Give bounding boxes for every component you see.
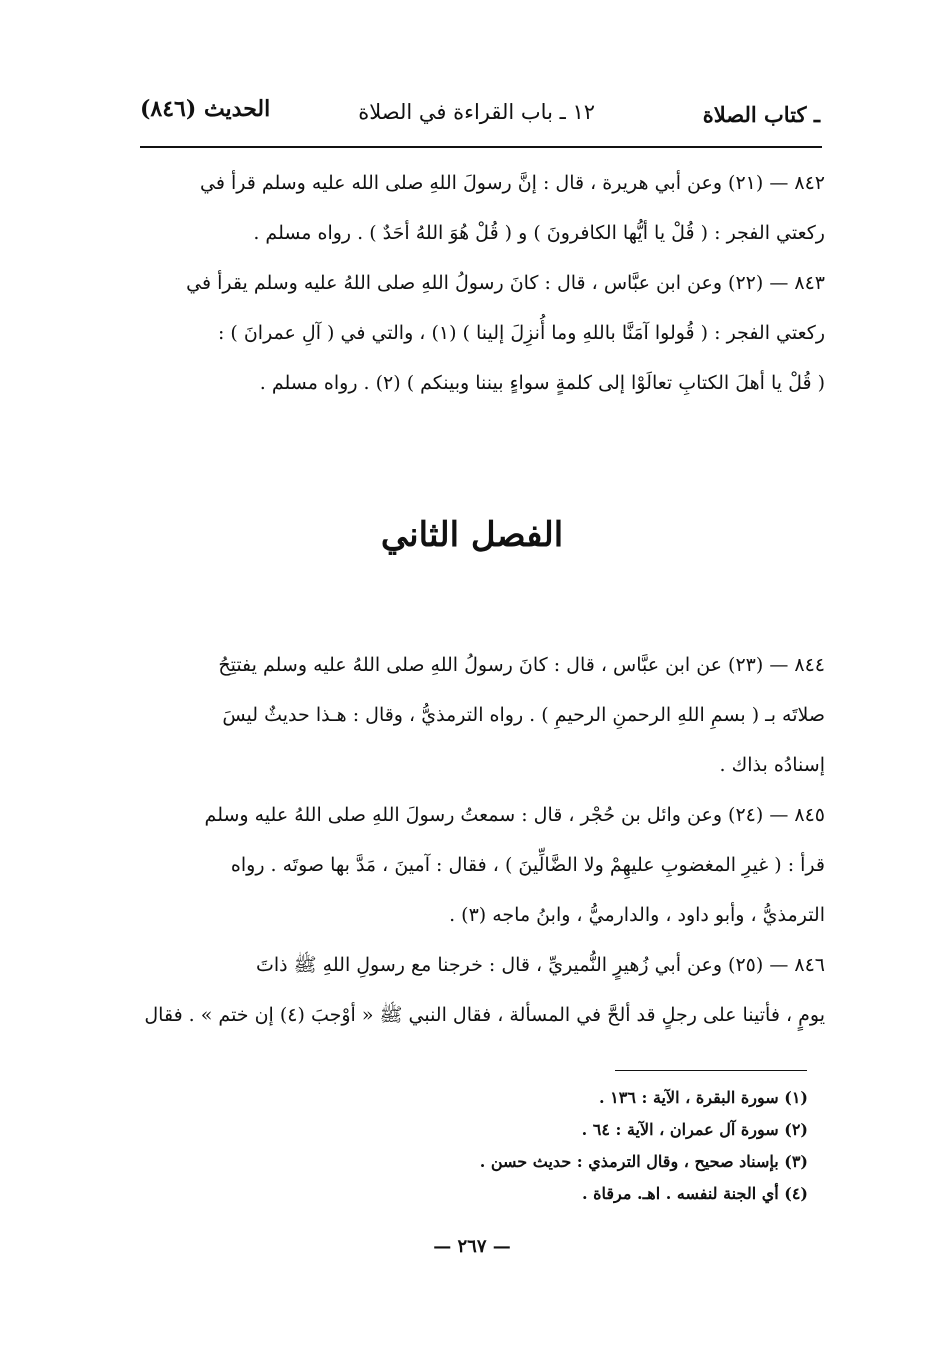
text-line: إسنادُه بذاك . (719, 754, 825, 776)
chapter-title: ١٢ ـ باب القراءة في الصلاة (358, 100, 595, 124)
text-line: ( قُلْ يا أهلَ الكتابِ تعالَوْا إلى كلمةٍ سواءٍ بيننا وبينكم ) (٢) . رواه مسلم . (259, 372, 825, 394)
book-title: ـ كتاب الصلاة (702, 102, 820, 127)
text-line: ٨٤٢ — (٢١) وعن أبي هريرة ، قال : إنَّ رسولَ اللهِ صلى الله عليه وسلم قرأ في (199, 172, 825, 194)
text-line: ٨٤٣ — (٢٢) وعن ابن عبَّاس ، قال : كانَ رسولُ اللهِ صلى اللهُ عليه وسلم يقرأ في (186, 272, 825, 294)
text-line: يومٍ ، فأتينا على رجلٍ قد ألحَّ في المسألة ، فقال النبي ﷺ « أوْجبَ (٤) إن ختم » . فقال (144, 1004, 825, 1026)
text-line: ركعتي الفجر : ( قُلْ يا أيُّها الكافرونَ ) و ( قُلْ هُوَ اللهُ أحَدٌ ) . رواه مسلم . (253, 222, 825, 244)
footnote: (٤) أي الجنة لنفسه . اهـ. مرقاة . (582, 1184, 808, 1203)
page-number: — ٢٦٧ — (433, 1236, 511, 1257)
header-divider (140, 146, 822, 148)
hadith-block-top (135, 158, 825, 408)
text-line: صلاتَه بـ ( بسمِ اللهِ الرحمنِ الرحيمِ ) . رواه الترمذيُّ ، وقال : هـذا حديثٌ ليسَ (222, 704, 825, 726)
footnote-divider (615, 1070, 807, 1071)
footnotes (300, 1082, 808, 1210)
text-line: ٨٤٦ — (٢٥) وعن أبي زُهيرٍ النُّميريِّ ، قال : خرجنا مع رسولِ اللهِ ﷺ ذاتَ (256, 954, 825, 976)
footnote: (٣) بإسناد صحيح ، وقال الترمذي : حديث حسن . (479, 1152, 808, 1171)
text-line: ركعتي الفجر : ( قُولوا آمَنَّا باللهِ وما أُنزِلَ إلينا ) (١) ، والتي في ( آلِ عمرانَ ) : (217, 322, 825, 344)
hadith-range: الحديث (٨٤٦) (140, 96, 271, 122)
footnote: (١) سورة البقرة ، الآية : ١٣٦ . (599, 1088, 808, 1107)
text-line: ٨٤٥ — (٢٤) وعن وائل بن حُجْر ، قال : سمعتُ رسولَ اللهِ صلى اللهُ عليه وسلم (204, 804, 825, 826)
hadith-block-bottom (135, 640, 825, 1040)
section-heading: الفصل الثاني (380, 515, 564, 555)
footnote: (٢) سورة آل عمران ، الآية : ٦٤ . (581, 1120, 808, 1139)
running-header (140, 96, 820, 136)
text-line: ٨٤٤ — (٢٣) عن ابن عبَّاس ، قال : كانَ رسولُ اللهِ صلى اللهُ عليه وسلم يفتتِحُ (218, 654, 825, 676)
text-line: الترمذيُّ ، وأبو داود ، والدارميُّ ، وابنُ ماجه (٣) . (449, 904, 825, 926)
text-line: قرأ : ( غيرِ المغضوبِ عليهِمْ ولا الضَّالِّينَ ) ، فقال : آمينَ ، مَدَّ بها صوتَه . رواه (230, 854, 825, 876)
